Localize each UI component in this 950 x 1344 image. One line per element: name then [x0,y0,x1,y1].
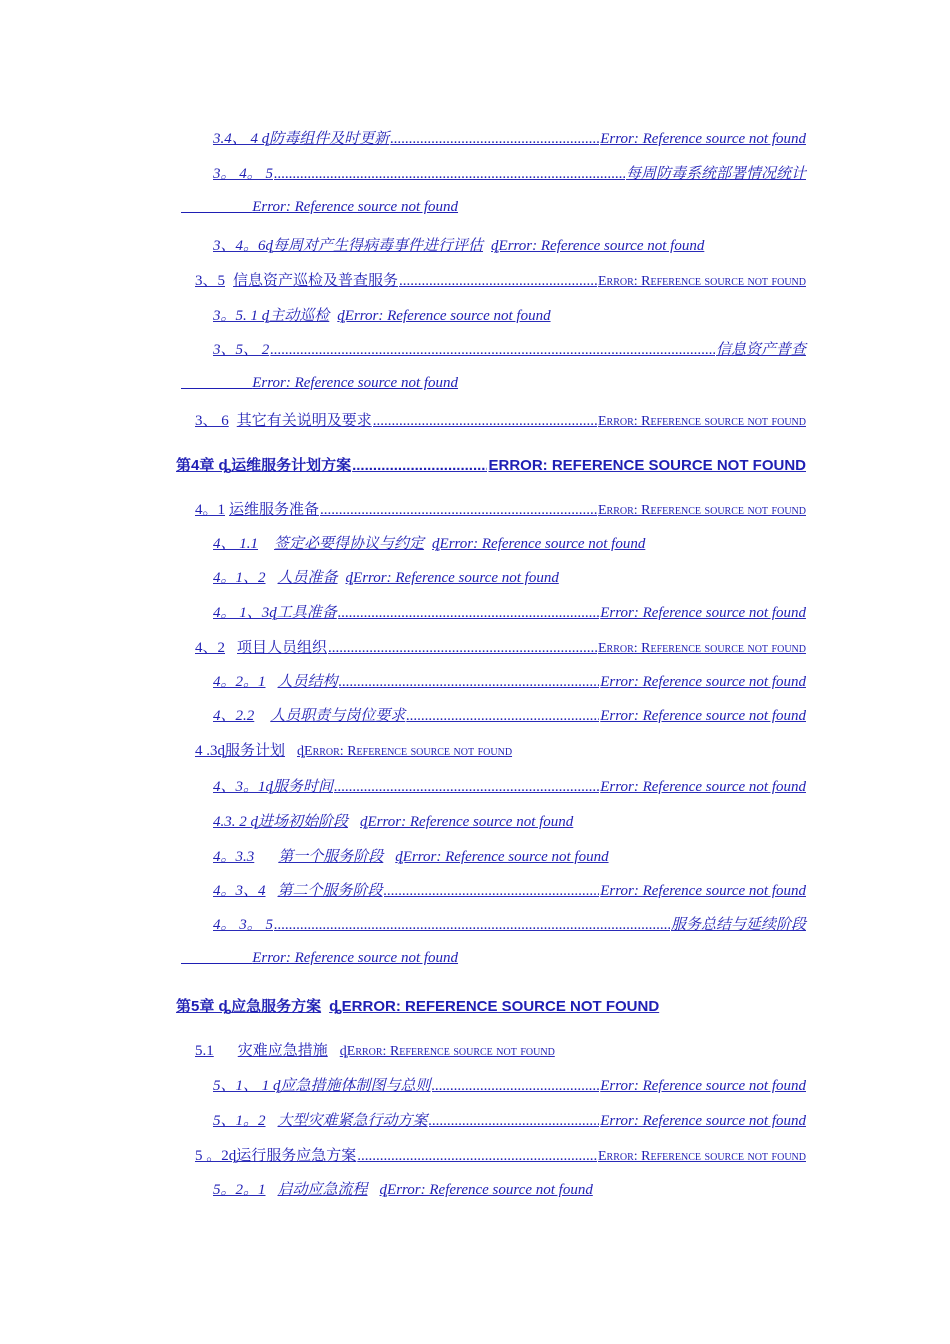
toc-title: 信息资产巡检及普查服务 [233,273,399,289]
toc-number: 4、3。1ȡ [213,779,274,795]
toc-page-ref: ȡError: Reference source not found [379,1182,593,1198]
toc-page-ref: Error: Reference source not found [597,503,806,518]
toc-number: 4。1 [195,502,226,518]
toc-entry[interactable] [213,127,806,148]
toc-title: 人员准备 [277,570,338,586]
toc-number: 4、2 [195,640,226,656]
toc-title: 人员结构 [277,674,338,690]
toc-page-ref: Error: Reference source not found [597,414,806,429]
toc-page-ref: Error: Reference source not found [600,1078,806,1094]
toc-number: 第5章 ȡ [176,998,232,1015]
toc-entry[interactable] [213,810,573,831]
toc-title: 服务计划 [225,743,286,759]
toc-page-ref: ȡError: Reference source not found [339,1044,555,1059]
toc-entry[interactable] [213,775,806,796]
toc-page-ref: ȡERROR: REFERENCE SOURCE NOT FOUND [329,998,660,1015]
toc-title: 运维服务计划方案 [231,457,352,474]
toc-title: 运行服务应急方案 [236,1148,357,1164]
toc-title: 应急服务方案 [231,998,322,1015]
toc-entry[interactable] [213,338,806,359]
toc-entry[interactable] [195,269,806,290]
toc-page-ref: Error: Reference source not found [597,274,806,289]
toc-number: 3.4、 4 ȡ [213,131,270,147]
toc-entry[interactable] [213,532,645,553]
toc-page-ref: ȡError: Reference source not found [432,536,646,552]
toc-page-ref: ȡError: Reference source not found [345,570,559,586]
toc-number: 3、4。6ȡ [213,238,274,254]
toc-number: 4 .3ȡ [195,743,225,759]
toc-number: 4。1、2 [213,570,266,586]
toc-entry[interactable] [195,409,806,430]
toc-page-ref: Error: Reference source not found [600,605,806,621]
toc-page-ref-continued[interactable]: Error: Reference source not found [252,950,459,966]
toc-title: 第二个服务阶段 [277,883,383,899]
toc-number: 5、1。2 [213,1113,266,1129]
toc-page-ref-continued[interactable]: Error: Reference source not found [252,199,459,215]
toc-number: 3。5. 1 ȡ [213,308,270,324]
toc-page-ref: ȡError: Reference source not found [491,238,705,254]
toc-entry[interactable] [213,670,806,691]
toc-title: 其它有关说明及要求 [236,413,372,429]
toc-title: 信息资产普查 [715,342,806,358]
toc-title: 服务总结与延续阶段 [670,917,806,933]
toc-title: 防毒组件及时更新 [269,131,390,147]
toc-title: 项目人员组织 [237,640,328,656]
toc-number: 5 。2ȡ [195,1148,237,1164]
toc-number: 5。2。1 [213,1182,266,1198]
toc-entry[interactable] [213,845,609,866]
toc-number: 4。3、4 [213,883,266,899]
toc-page-ref: Error: Reference source not found [597,1149,806,1164]
toc-number: 4.3. 2 ȡ [213,814,258,830]
toc-title: 大型灾难紧急行动方案 [277,1113,428,1129]
toc-title: 主动巡检 [269,308,330,324]
toc-number: 3、5、 2 [213,342,270,358]
toc-number: 4。 1、3ȡ [213,605,277,621]
toc-entry[interactable] [213,879,806,900]
toc-number: 4。 3。 5 [213,917,274,933]
toc-entry[interactable] [213,234,704,255]
toc-entry[interactable] [213,601,806,622]
toc-entry[interactable] [213,162,806,183]
toc-page-ref: ȡError: Reference source not found [395,849,609,865]
toc-entry[interactable] [213,304,551,325]
toc-title: 运维服务准备 [229,502,320,518]
toc-number: 4。3.3 [213,849,255,865]
toc-page-ref: Error: Reference source not found [600,883,806,899]
toc-number: 4。2。1 [213,674,266,690]
toc-entry[interactable] [213,704,806,725]
toc-title: 灾难应急措施 [237,1043,328,1059]
toc-entry[interactable] [213,566,559,587]
toc-chapter-entry[interactable] [176,995,659,1016]
toc-entry[interactable] [195,739,512,760]
toc-entry[interactable] [213,1074,806,1095]
toc-title: 每周防毒系统部署情况统计 [625,166,806,182]
toc-entry[interactable] [195,1039,555,1060]
toc-title: 应急措施体制图与总则 [280,1078,431,1094]
toc-title: 签定必要得协议与约定 [274,536,425,552]
toc-number: 3。 4。 5 [213,166,274,182]
toc-page-ref-continued[interactable]: Error: Reference source not found [252,375,459,391]
toc-number: 4、 1.1 [213,536,259,552]
toc-chapter-entry[interactable] [176,454,806,475]
toc-number: 第4章 ȡ [176,457,232,474]
toc-title: 启动应急流程 [277,1182,368,1198]
toc-number: 5、1、 1 ȡ [213,1078,281,1094]
toc-page-ref: Error: Reference source not found [600,779,806,795]
toc-title: 服务时间 [273,779,334,795]
toc-number: 5.1 [195,1043,214,1059]
toc-entry[interactable] [195,636,806,657]
toc-number: 4、2.2 [213,708,255,724]
toc-page-ref: Error: Reference source not found [600,131,806,147]
toc-page-ref: Error: Reference source not found [600,1113,806,1129]
toc-page-ref: ȡError: Reference source not found [297,744,513,759]
toc-page-ref: Error: Reference source not found [597,641,806,656]
toc-page-ref: ȡError: Reference source not found [360,814,574,830]
toc-title: 进场初始阶段 [258,814,349,830]
toc-title: 人员职责与岗位要求 [270,708,406,724]
toc-page-ref: Error: Reference source not found [600,674,806,690]
toc-entry[interactable] [195,1144,806,1165]
toc-number: 3、5 [195,273,226,289]
toc-page-ref: ȡError: Reference source not found [337,308,551,324]
toc-title: 每周对产生得病毒事件进行评估 [273,238,484,254]
toc-title: 第一个服务阶段 [278,849,384,865]
toc-entry[interactable] [213,1109,806,1130]
toc-page-ref: ERROR: REFERENCE SOURCE NOT FOUND [488,457,806,474]
toc-entry[interactable] [195,498,806,519]
toc-entry[interactable] [213,913,806,934]
toc-number: 3、 6 [195,413,229,429]
toc-title: 工具准备 [276,605,337,621]
toc-page-ref: Error: Reference source not found [600,708,806,724]
toc-entry[interactable] [213,1178,593,1199]
